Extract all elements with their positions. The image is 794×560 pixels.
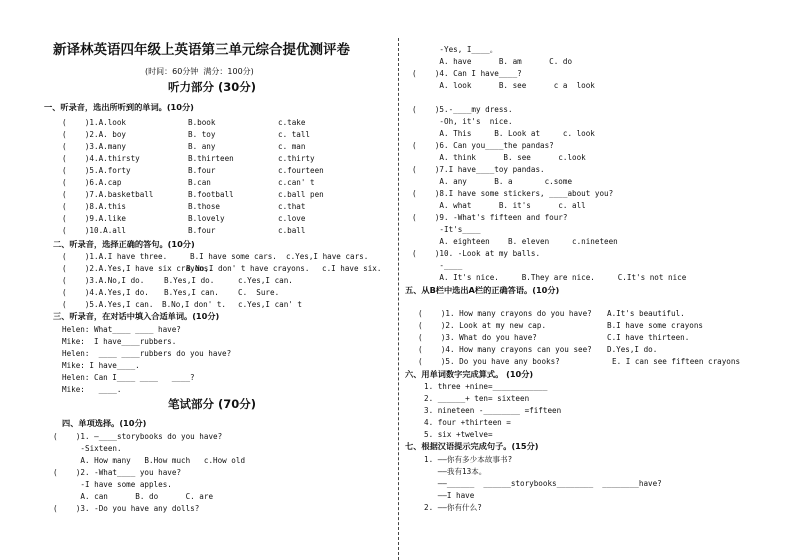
s4-line: A. what B. it's c. all [412,201,586,210]
s1-q8-b: B.those [188,202,221,211]
s1-q9-a: ( )9.A.like [62,214,127,223]
s2-q5-c: c.Yes,I can' t [238,300,303,309]
s1-q7-b: B.football [188,190,234,199]
s2-q5-b: B.No,I don' t. [162,300,227,309]
s5-a3: ( )3. What do you have? [418,333,537,342]
s5-b1: A.It's beautiful. [607,309,685,318]
s4-line: ( )1. —____storybooks do you have? [53,432,223,441]
s2-q3-c: c.Yes,I can. [238,276,293,285]
s1-q9-b: B.lovely [188,214,225,223]
s2-q1-a: ( )1.A.I have three. [62,252,168,261]
dialogue-line: Mike: I have____. [62,361,140,370]
s6-line: 3. nineteen -________ =fifteen [424,406,562,415]
s5-a2: ( )2. Look at my new cap. [418,321,547,330]
s1-q3-a: ( )3.A.many [62,142,127,151]
s5-b2: B.I have some crayons [607,321,704,330]
s4-line: ( )7.I have____toy pandas. [412,165,545,174]
s2-q2-c: c.I have six. [322,264,382,273]
s1-q3-b: B. any [188,142,216,151]
s4-line: -Yes, I____。 [412,45,498,54]
s5-b5: E. I can see fifteen crayons [612,357,741,366]
s1-q2-a: ( )2.A. boy [62,130,127,139]
listening-part-title: 听力部分 (30分) [168,80,257,94]
s1-q5-c: c.fourteen [278,166,324,175]
s1-q6-b: B.can [188,178,211,187]
s6-line: 1. three +nine=____________ [424,382,548,391]
s5-a5: ( )5. Do you have any books? [418,357,560,366]
s7-line: 2. ——你有什么? [424,503,482,512]
s4-line: A. It's nice. B.They are nice. C.It's not nice [412,273,687,282]
s1-q7-c: c.ball pen [278,190,324,199]
section2-heading: 二、听录音，选择正确的答句。(10分) [53,239,195,249]
s4-line: ( )10. -Look at my balls. [412,249,541,258]
s1-q1-a: ( )1.A.look [62,118,127,127]
s2-q4-c: C. Sure. [238,288,280,297]
section1-heading: 一、听录音，选出所听到的单词。(10分) [44,102,194,112]
s7-line: 1. ——你有多少本故事书? [424,455,513,464]
s1-q2-c: c. tall [278,130,311,139]
s1-q8-a: ( )8.A.this [62,202,127,211]
s4-line: ( )2. -What____ you have? [53,468,182,477]
s5-a4: ( )4. How many crayons can you see? [418,345,592,354]
page-subtitle: (时间：60分钟 满分：100分) [145,67,254,76]
s6-line: 5. six +twelve= [424,430,493,439]
s1-q5-b: B.four [188,166,216,175]
section7-heading: 七、根据汉语提示完成句子。(15分) [405,441,539,451]
s1-q2-b: B. toy [188,130,216,139]
s2-q2-a: ( )2.A.Yes,I have six crayons. [62,264,213,273]
s1-q10-c: c.ball [278,226,306,235]
s2-q2-b: B.No,I don' t have crayons. [186,264,310,273]
s1-q5-a: ( )5.A.forty [62,166,131,175]
s1-q4-c: c.thirty [278,154,315,163]
s1-q1-c: c.take [278,118,306,127]
s2-q5-a: ( )5.A.Yes,I can. [62,300,154,309]
s2-q1-b: B.I have some cars. [190,252,277,261]
section6-heading: 六、用单词数字完成算式。 (10分) [405,369,534,379]
dialogue-line: Mike: ____. [62,385,122,394]
s4-line: A. How many B.How much c.How old [53,456,246,465]
section4-heading: 四、单项选择。(10分) [62,418,147,428]
s2-q1-c: c.Yes,I have cars. [286,252,369,261]
s7-line: ——I have [424,491,475,500]
s2-q3-a: ( )3.A.No,I do. [62,276,145,285]
s4-line: ( )4. Can I have____? [412,69,522,78]
dialogue-line: Helen: Can I____ ____ ____? [62,373,195,382]
s6-line: 2. ______+ ten= sixteen [424,394,530,403]
s1-q7-a: ( )7.A.basketball [62,190,154,199]
s1-q8-c: c.that [278,202,306,211]
dialogue-line: Mike: I have____rubbers. [62,337,177,346]
s1-q10-b: B.four [188,226,216,235]
s4-line: ( )9. -What's fifteen and four? [412,213,568,222]
s7-line: ——我有13本。 [424,467,487,476]
s4-line: ( )3. -Do you have any dolls? [53,504,200,513]
s4-line: A. eighteen B. eleven c.nineteen [412,237,618,246]
s1-q1-b: B.book [188,118,216,127]
written-part-title: 笔试部分 (70分) [168,397,257,411]
s4-line: A. This B. Look at c. look [412,129,595,138]
s1-q6-a: ( )6.A.cap [62,178,122,187]
s4-line: ( )6. Can you____the pandas? [412,141,554,150]
column-divider [398,38,399,560]
section5-heading: 五、从B栏中选出A栏的正确答语。(10分) [405,285,560,295]
s5-a1: ( )1. How many crayons do you have? [418,309,592,318]
s2-q3-b: B.Yes,I do. [164,276,215,285]
s4-line: -____ [412,261,463,270]
s4-line: A. can B. do C. are [53,492,214,501]
s1-q6-c: c.can' t [278,178,315,187]
s4-line: -Oh, it's nice. [412,117,513,126]
s1-q10-a: ( )10.A.all [62,226,127,235]
s1-q4-b: B.thirteen [188,154,234,163]
s4-line: ( )8.I have some stickers, ____about you? [412,189,614,198]
s4-line: -It's____ [412,225,481,234]
dialogue-line: Helen: What____ ____ have? [62,325,181,334]
s2-q4-b: B.Yes,I can. [164,288,219,297]
s4-line: ( )5.-____my dress. [412,105,513,114]
dialogue-line: Helen: ____ ____rubbers do you have? [62,349,232,358]
s4-line: -Sixteen. [53,444,122,453]
s1-q3-c: c. man [278,142,306,151]
s6-line: 4. four +thirteen = [424,418,511,427]
s4-line: A. look B. see c a look [412,81,595,90]
page-title: 新译林英语四年级上英语第三单元综合提优测评卷 [53,42,350,58]
section3-heading: 三、听录音，在对话中填入合适单词。(10分) [53,311,220,321]
s5-b3: C.I have thirteen. [607,333,690,342]
s4-line: A. think B. see c.look [412,153,586,162]
s1-q9-c: c.love [278,214,306,223]
s4-line: A. have B. am C. do [412,57,573,66]
s1-q4-a: ( )4.A.thirsty [62,154,140,163]
s5-b4: D.Yes,I do. [607,345,658,354]
s2-q4-a: ( )4.A.Yes,I do. [62,288,149,297]
s4-line: A. any B. a c.some [412,177,573,186]
s4-line: -I have some apples. [53,480,172,489]
s7-line: ——______ ______storybooks________ ________have? [424,479,662,488]
